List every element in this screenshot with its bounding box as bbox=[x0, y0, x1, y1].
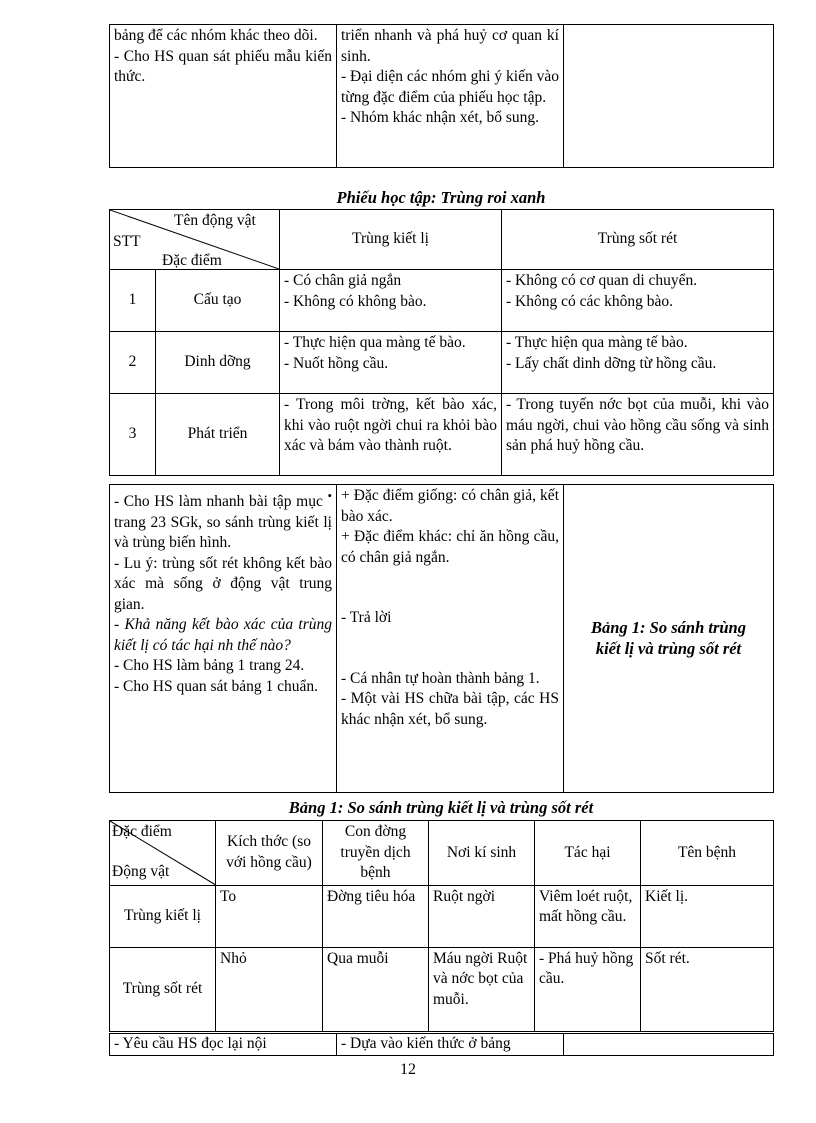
worksheet-title: Phiếu học tập: Trùng roi xanh bbox=[336, 188, 546, 207]
row-route: Qua muỗi bbox=[323, 947, 429, 1031]
cell-line: - Không có các không bào. bbox=[506, 292, 674, 310]
row-animal: Trùng sốt rét bbox=[110, 947, 216, 1031]
comparison-title: Bảng 1: So sánh trùng kiết lị và trùng sốt rét bbox=[288, 798, 594, 817]
page-number: 12 bbox=[400, 1061, 416, 1078]
bottom-activity-table bbox=[109, 1033, 774, 1056]
cell-line: - Lấy chất dinh dỡng từ hồng cầu. bbox=[506, 354, 717, 372]
student-paragraph: + Đặc điểm giống: có chân giả, kết bào xác. bbox=[341, 487, 559, 525]
cell-line: - Có chân giả ngắn bbox=[284, 272, 402, 289]
comparison-header-diagonal-cell bbox=[110, 821, 216, 886]
middle-activity-table bbox=[109, 484, 774, 793]
header-animal: Động vật bbox=[112, 863, 170, 880]
teacher-paragraph: - Cho HS quan sát bảng 1 chuẩn. bbox=[114, 677, 319, 695]
row-feature: Dinh dỡng bbox=[156, 332, 280, 394]
worksheet-header-diagonal-cell bbox=[110, 210, 280, 270]
row-col1 bbox=[280, 332, 502, 394]
header-harm: Tác hại bbox=[535, 821, 641, 886]
cell-line: - Không có cơ quan di chuyển. bbox=[506, 272, 698, 289]
header-stt: STT bbox=[113, 233, 141, 250]
cell-line: - Không có không bào. bbox=[284, 292, 427, 310]
student-paragraph: - Cá nhân tự hoàn thành bảng 1. bbox=[341, 669, 540, 687]
row-animal: Trùng kiết lị bbox=[110, 885, 216, 947]
worksheet-table bbox=[109, 209, 774, 476]
teacher-activity-cell bbox=[110, 25, 337, 168]
row-number: 3 bbox=[110, 394, 156, 476]
row-feature: Cấu tạo bbox=[156, 270, 280, 332]
student-line: - Đại diện các nhóm ghi ý kiến vào từng đặc điểm của phiếu học tập. bbox=[341, 68, 559, 106]
notes-cell: Bảng 1: So sánh trùng kiết lị và trùng sốt rét bbox=[564, 485, 774, 793]
row-route: Đờng tiêu hóa bbox=[323, 885, 429, 947]
teacher-line: - Cho HS quan sát phiếu mẫu kiến thức. bbox=[114, 47, 332, 85]
teacher-activity-cell: - Yêu cầu HS đọc lại nội bbox=[110, 1034, 337, 1056]
teacher-activity-cell bbox=[110, 485, 337, 793]
student-activity-cell bbox=[337, 485, 564, 793]
header-feature: Đặc điểm bbox=[112, 823, 172, 840]
teacher-text: - Cho HS làm nhanh bài tập mục bbox=[114, 493, 323, 511]
header-size: Kích thớc (so với hồng cầu) bbox=[216, 821, 323, 886]
header-col2: Trùng sốt rét bbox=[502, 210, 774, 270]
row-host: Ruột ngời bbox=[429, 885, 535, 947]
teacher-text: trang 23 SGk, so sánh trùng kiết lị và trùng biến hình. bbox=[114, 513, 332, 552]
header-disease: Tên bệnh bbox=[641, 821, 774, 886]
row-col2 bbox=[502, 270, 774, 332]
row-disease: Kiết lị. bbox=[641, 885, 774, 947]
header-col1: Trùng kiết lị bbox=[280, 210, 502, 270]
student-paragraph: - Một vài HS chữa bài tập, các HS khác nhận xét, bổ sung. bbox=[341, 690, 559, 728]
student-line: triển nhanh và phá huỷ cơ quan kí sinh. bbox=[341, 27, 559, 65]
header-host: Nơi kí sinh bbox=[429, 821, 535, 886]
row-harm: - Phá huỷ hồng cầu. bbox=[535, 947, 641, 1031]
top-activity-table bbox=[109, 24, 774, 168]
row-number: 1 bbox=[110, 270, 156, 332]
teacher-paragraph: - Lu ý: trùng sốt rét không kết bào xác mà sống ở động vật trung gian. bbox=[114, 554, 332, 613]
notes-cell bbox=[564, 25, 774, 168]
cell-line: - Thực hiện qua màng tế bào. bbox=[284, 334, 466, 351]
row-feature: Phát triển bbox=[156, 394, 280, 476]
header-route: Con đờng truyền dịch bệnh bbox=[323, 821, 429, 886]
row-col2 bbox=[502, 332, 774, 394]
row-harm: Viêm loét ruột, mất hồng cầu. bbox=[535, 885, 641, 947]
header-feature: Đặc điểm bbox=[162, 252, 222, 269]
teacher-line: bảng để các nhóm khác theo dõi. bbox=[114, 27, 318, 44]
row-col2 bbox=[502, 394, 774, 476]
comparison-table bbox=[109, 820, 774, 1032]
cell-line: - Nuốt hồng cầu. bbox=[284, 354, 389, 372]
student-paragraph: + Đặc điểm khác: chỉ ăn hồng cầu, có chân giả ngắn. bbox=[341, 528, 559, 566]
cell-line: - Thực hiện qua màng tế bào. bbox=[506, 334, 688, 351]
row-col1 bbox=[280, 270, 502, 332]
notes-cell bbox=[564, 1034, 774, 1056]
row-disease: Sốt rét. bbox=[641, 947, 774, 1031]
cell-line: - Trong tuyến nớc bọt của muỗi, khi vào máu ngời, chui vào hồng cầu sống và sinh sản phá huỷ hồng cầu. bbox=[506, 396, 769, 454]
student-line: - Nhóm khác nhận xét, bổ sung. bbox=[341, 109, 540, 126]
header-animal-name: Tên động vật bbox=[174, 212, 256, 229]
row-size: Nhỏ bbox=[216, 947, 323, 1031]
student-paragraph: - Trả lời bbox=[341, 609, 392, 626]
student-activity-cell bbox=[337, 25, 564, 168]
row-number: 2 bbox=[110, 332, 156, 394]
student-activity-cell: - Dựa vào kiến thức ở bảng bbox=[337, 1034, 564, 1056]
row-host: Máu ngời Ruột và nớc bọt của muỗi. bbox=[429, 947, 535, 1031]
bullet-icon: • bbox=[327, 488, 332, 503]
teacher-paragraph bbox=[114, 486, 332, 554]
teacher-paragraph: - Cho HS làm bảng 1 trang 24. bbox=[114, 657, 305, 675]
teacher-question: - Khả năng kết bào xác của trùng kiết lị có tác hại nh thế nào? bbox=[114, 616, 332, 654]
cell-line: - Trong môi trờng, kết bào xác, khi vào ruột ngời chui ra khỏi bào xác và bám vào thành ruột. bbox=[284, 396, 497, 454]
row-size: To bbox=[216, 885, 323, 947]
row-col1 bbox=[280, 394, 502, 476]
